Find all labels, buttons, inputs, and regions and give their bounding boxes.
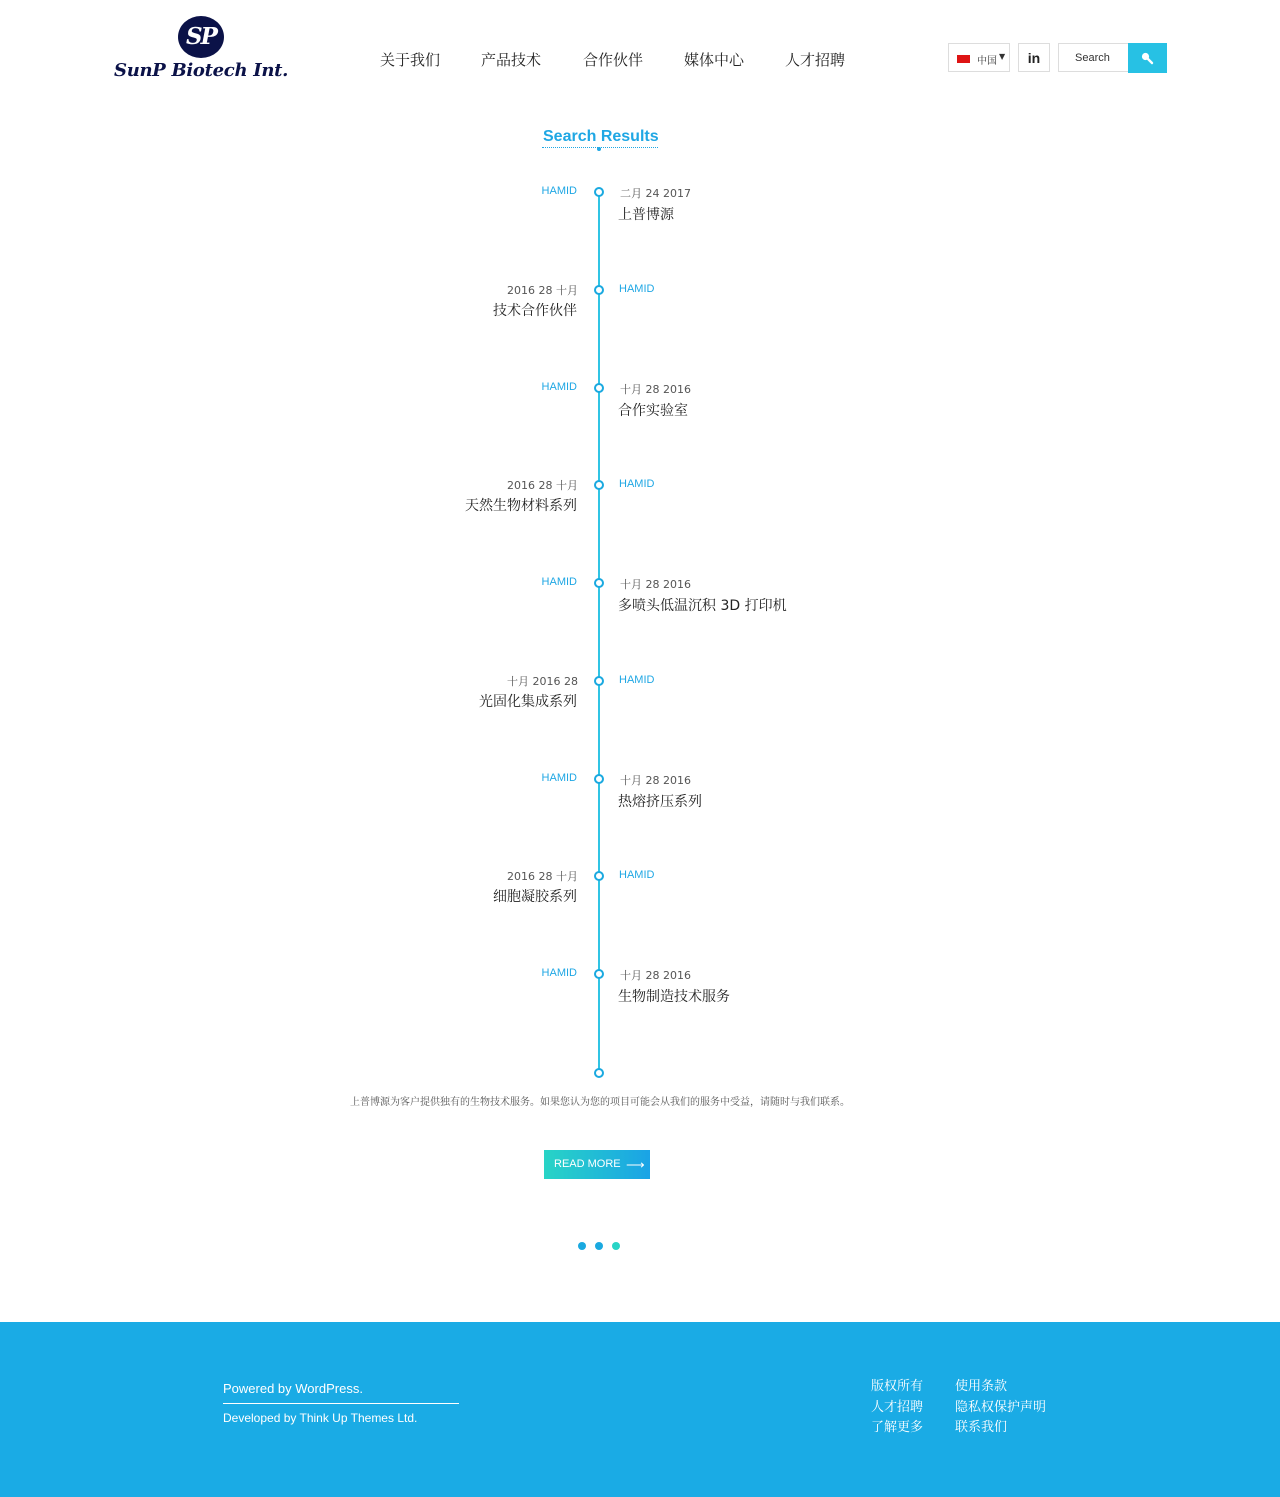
timeline-post-title[interactable]: 天然生物材料系列 bbox=[465, 498, 577, 514]
timeline-date: 十月 28 2016 bbox=[620, 383, 691, 396]
timeline-dot bbox=[594, 187, 604, 197]
timeline-date: 二月 24 2017 bbox=[620, 187, 691, 200]
timeline-dot bbox=[594, 774, 604, 784]
timeline-author[interactable]: HAMID bbox=[619, 478, 655, 490]
timeline-author[interactable]: HAMID bbox=[541, 576, 577, 588]
page-title: Search Results bbox=[543, 128, 659, 145]
read-more-button[interactable] bbox=[544, 1150, 650, 1179]
site-logo[interactable] bbox=[114, 16, 289, 88]
nav-item-partners[interactable]: 合作伙伴 bbox=[583, 51, 644, 69]
caret-down-icon: ▼ bbox=[999, 52, 1006, 61]
timeline-author[interactable]: HAMID bbox=[541, 381, 577, 393]
timeline-end-dot bbox=[594, 1068, 604, 1078]
title-pin bbox=[597, 147, 601, 151]
pager-dot[interactable] bbox=[595, 1242, 603, 1250]
timeline-dot bbox=[594, 676, 604, 686]
timeline-author[interactable]: HAMID bbox=[541, 772, 577, 784]
timeline-author[interactable]: HAMID bbox=[619, 674, 655, 686]
logo-mark: SP bbox=[178, 16, 224, 58]
timeline-post-title[interactable]: 技术合作伙伴 bbox=[493, 303, 577, 319]
footer-link-learn-more[interactable]: 了解更多 bbox=[871, 1420, 924, 1435]
timeline-dot bbox=[594, 480, 604, 490]
timeline-author[interactable]: HAMID bbox=[619, 869, 655, 881]
timeline-date: 2016 28 十月 bbox=[507, 284, 578, 297]
footer-divider bbox=[223, 1403, 459, 1404]
language-label: 中国 bbox=[977, 56, 997, 67]
linkedin-icon[interactable]: in bbox=[1018, 43, 1050, 72]
nav-item-products[interactable]: 产品技术 bbox=[481, 51, 542, 69]
arrow-right-icon: ⟶ bbox=[626, 1157, 645, 1172]
timeline-post-title[interactable]: 上普博源 bbox=[618, 207, 674, 223]
timeline-dot bbox=[594, 285, 604, 295]
timeline-dot bbox=[594, 969, 604, 979]
timeline-post-title[interactable]: 光固化集成系列 bbox=[479, 694, 577, 710]
footer-link-contact[interactable]: 联系我们 bbox=[955, 1420, 1008, 1435]
timeline-post-title[interactable]: 细胞凝胶系列 bbox=[493, 889, 577, 905]
timeline-date: 十月 28 2016 bbox=[620, 969, 691, 982]
footer-link-privacy[interactable]: 隐私权保护声明 bbox=[955, 1400, 1047, 1415]
timeline-date: 2016 28 十月 bbox=[507, 479, 578, 492]
read-more-label: READ MORE bbox=[554, 1158, 621, 1170]
footer-link-copyright[interactable]: 版权所有 bbox=[871, 1379, 924, 1394]
search-button[interactable] bbox=[1128, 43, 1167, 73]
timeline-line bbox=[598, 190, 600, 1073]
pager-dot[interactable] bbox=[612, 1242, 620, 1250]
description-text: 上普博源为客户提供独有的生物技术服务。如果您认为您的项目可能会从我们的服务中受益，请随时与我们联系。 bbox=[350, 1097, 850, 1108]
powered-by-link[interactable]: Powered by WordPress. bbox=[223, 1381, 363, 1396]
timeline-dot bbox=[594, 871, 604, 881]
nav-item-careers[interactable]: 人才招聘 bbox=[785, 51, 846, 69]
logo-text: SunP Biotech Int. bbox=[114, 60, 289, 81]
timeline-post-title[interactable]: 多喷头低温沉积 3D 打印机 bbox=[618, 598, 787, 614]
developed-by-link[interactable]: Developed by Think Up Themes Ltd. bbox=[223, 1411, 418, 1425]
timeline-date: 十月 28 2016 bbox=[620, 774, 691, 787]
footer-link-careers[interactable]: 人才招聘 bbox=[871, 1400, 924, 1415]
language-selector[interactable] bbox=[948, 43, 1010, 72]
pager-dot[interactable] bbox=[578, 1242, 586, 1250]
timeline-dot bbox=[594, 383, 604, 393]
timeline-date: 十月 2016 28 bbox=[507, 675, 578, 688]
timeline-date: 2016 28 十月 bbox=[507, 870, 578, 883]
timeline-author[interactable]: HAMID bbox=[619, 283, 655, 295]
timeline-date: 十月 28 2016 bbox=[620, 578, 691, 591]
nav-item-about[interactable]: 关于我们 bbox=[380, 51, 441, 69]
timeline-post-title[interactable]: 生物制造技术服务 bbox=[618, 989, 730, 1005]
search-icon bbox=[1140, 51, 1154, 65]
china-flag-icon bbox=[957, 55, 970, 63]
timeline-post-title[interactable]: 合作实验室 bbox=[618, 403, 688, 419]
site-footer bbox=[0, 1322, 1280, 1497]
timeline-post-title[interactable]: 热熔挤压系列 bbox=[618, 794, 702, 810]
search-input[interactable] bbox=[1058, 43, 1128, 72]
timeline-dot bbox=[594, 578, 604, 588]
footer-link-terms[interactable]: 使用条款 bbox=[955, 1379, 1008, 1394]
timeline-author[interactable]: HAMID bbox=[541, 967, 577, 979]
nav-item-media[interactable]: 媒体中心 bbox=[684, 51, 745, 69]
timeline-author[interactable]: HAMID bbox=[541, 185, 577, 197]
